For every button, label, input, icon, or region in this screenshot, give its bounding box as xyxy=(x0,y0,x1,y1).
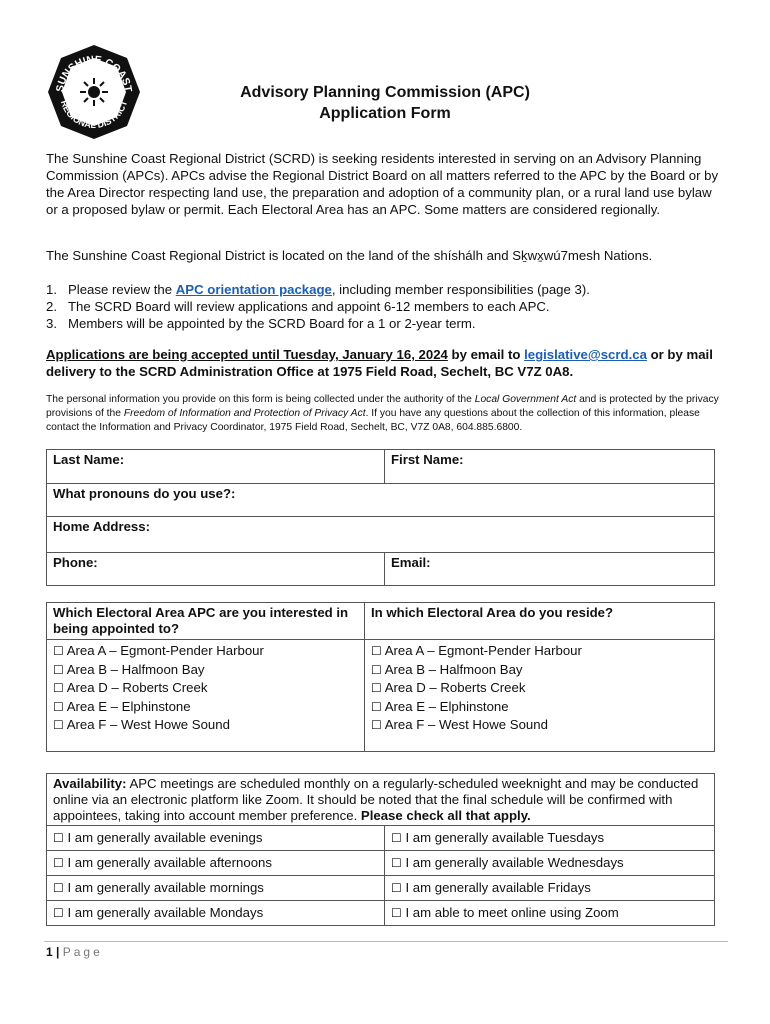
email-link[interactable]: legislative@scrd.ca xyxy=(524,347,647,362)
checkbox-option[interactable]: ☐ Area A – Egmont-Pender Harbour xyxy=(371,643,582,658)
privacy-notice: The personal information you provide on this form is being collected under the authority of the Local Government Act and is protected by the privacy provisions of the Freedom of Information and Protection of Privacy Act. If you have any questions about the collection of this information, please contact the Information and Privacy Coordinator, 1975 Field Road, Sechelt, BC, V7Z 0A8, 604.885.6800. xyxy=(46,394,719,433)
phone-field[interactable]: Phone: xyxy=(47,553,385,586)
svg-text:SUNSHINE COAST: SUNSHINE COAST xyxy=(53,53,135,93)
first-name-field[interactable]: First Name: xyxy=(385,450,715,484)
checkbox-icon: ☐ xyxy=(53,718,64,732)
checkbox-icon: ☐ xyxy=(53,831,64,845)
last-name-field[interactable]: Last Name: xyxy=(47,450,385,484)
checkbox-option[interactable]: ☐ Area E – Elphinstone xyxy=(371,698,509,714)
availability-option[interactable]: ☐ I am able to meet online using Zoom xyxy=(385,901,715,926)
svg-text:REGIONAL DISTRICT: REGIONAL DISTRICT xyxy=(58,99,130,131)
availability-option[interactable]: ☐ I am generally available Mondays xyxy=(47,901,385,926)
electoral-area-table xyxy=(46,602,715,752)
checkbox-icon: ☐ xyxy=(53,681,64,695)
checkbox-icon: ☐ xyxy=(391,856,402,870)
list-item: 2. The SCRD Board will review applications and appoint 6-12 members to each APC. xyxy=(46,299,550,314)
interest-area-options xyxy=(47,640,365,752)
checkbox-option[interactable]: ☐ Area A – Egmont-Pender Harbour xyxy=(53,643,264,658)
page-word: Page xyxy=(62,945,103,959)
availability-description: Availability: APC meetings are scheduled monthly on a regularly-scheduled weeknight and may be conducted online via an electronic platform like Zoom. It should be noted that the final schedule will be confirmed with appointees, taking into account member preference. Please check all that apply. xyxy=(47,774,715,826)
reside-area-header: In which Electoral Area do you reside? xyxy=(365,603,715,640)
availability-option[interactable]: ☐ I am generally available Wednesdays xyxy=(385,851,715,876)
checkbox-option[interactable]: ☐ Area F – West Howe Sound xyxy=(371,717,548,732)
home-address-field[interactable]: Home Address: xyxy=(47,517,715,553)
availability-option[interactable]: ☐ I am generally available evenings xyxy=(47,826,385,851)
availability-option[interactable]: ☐ I am generally available afternoons xyxy=(47,851,385,876)
availability-option[interactable]: ☐ I am generally available mornings xyxy=(47,876,385,901)
checkbox-icon: ☐ xyxy=(53,906,64,920)
checkbox-option[interactable]: ☐ Area E – Elphinstone xyxy=(53,698,191,714)
instructions-list xyxy=(46,281,726,332)
list-item: 1. Please review the APC orientation package, including member responsibilities (page 3). xyxy=(46,282,590,297)
checkbox-icon: ☐ xyxy=(371,699,382,714)
checkbox-icon: ☐ xyxy=(371,662,382,677)
checkbox-icon: ☐ xyxy=(391,906,402,920)
checkbox-icon: ☐ xyxy=(371,718,382,732)
availability-option[interactable]: ☐ I am generally available Tuesdays xyxy=(385,826,715,851)
checkbox-icon: ☐ xyxy=(53,644,64,658)
form-title xyxy=(0,82,770,124)
page-number: 1 xyxy=(46,945,53,959)
availability-table xyxy=(46,773,715,926)
checkbox-icon: ☐ xyxy=(391,831,402,845)
checkbox-option[interactable]: ☐ Area D – Roberts Creek xyxy=(371,680,526,695)
title-line-1: Advisory Planning Commission (APC) xyxy=(240,84,530,101)
checkbox-icon: ☐ xyxy=(53,699,64,714)
list-item: 3. Members will be appointed by the SCRD Board for a 1 or 2-year term. xyxy=(46,316,476,331)
checkbox-icon: ☐ xyxy=(391,881,402,895)
orientation-package-link[interactable]: APC orientation package xyxy=(175,282,332,297)
contact-info-table xyxy=(46,449,715,586)
reside-area-options xyxy=(365,640,715,752)
checkbox-icon: ☐ xyxy=(53,881,64,895)
footer-divider xyxy=(44,941,728,942)
checkbox-icon: ☐ xyxy=(53,856,64,870)
pronouns-field[interactable]: What pronouns do you use?: xyxy=(47,484,715,517)
intro-paragraph: The Sunshine Coast Regional District (SCRD) is seeking residents interested in serving on an Advisory Planning Commission (APCs). APCs advise the Regional District Board on all matters referred to the APC by the Board or by the Area Director respecting land use, the preparation and adoption of a community plan, or a rural land use bylaw or a proposed bylaw or permit. Each Electoral Area has an APC. Some matters are considered regionally. xyxy=(46,151,719,217)
title-line-2: Application Form xyxy=(319,105,451,122)
checkbox-icon: ☐ xyxy=(53,662,64,677)
checkbox-option[interactable]: ☐ Area B – Halfmoon Bay xyxy=(371,661,523,677)
availability-option[interactable]: ☐ I am generally available Fridays xyxy=(385,876,715,901)
checkbox-option[interactable]: ☐ Area B – Halfmoon Bay xyxy=(53,661,205,677)
page-footer: 1 | Page xyxy=(46,945,103,959)
checkbox-icon: ☐ xyxy=(371,644,382,658)
interest-area-header: Which Electoral Area APC are you interested in being appointed to? xyxy=(47,603,365,640)
deadline-notice: Applications are being accepted until Tuesday, January 16, 2024 by email to legislative@scrd.ca or by mail delivery to the SCRD Administration Office at 1975 Field Road, Sechelt, BC V7Z 0A8. xyxy=(46,347,713,379)
land-acknowledgement: The Sunshine Coast Regional District is located on the land of the shíshálh and Sḵwx̱wú7mesh Nations. xyxy=(46,248,653,263)
email-field[interactable]: Email: xyxy=(385,553,715,586)
checkbox-option[interactable]: ☐ Area F – West Howe Sound xyxy=(53,717,230,732)
checkbox-option[interactable]: ☐ Area D – Roberts Creek xyxy=(53,680,208,695)
checkbox-icon: ☐ xyxy=(371,681,382,695)
